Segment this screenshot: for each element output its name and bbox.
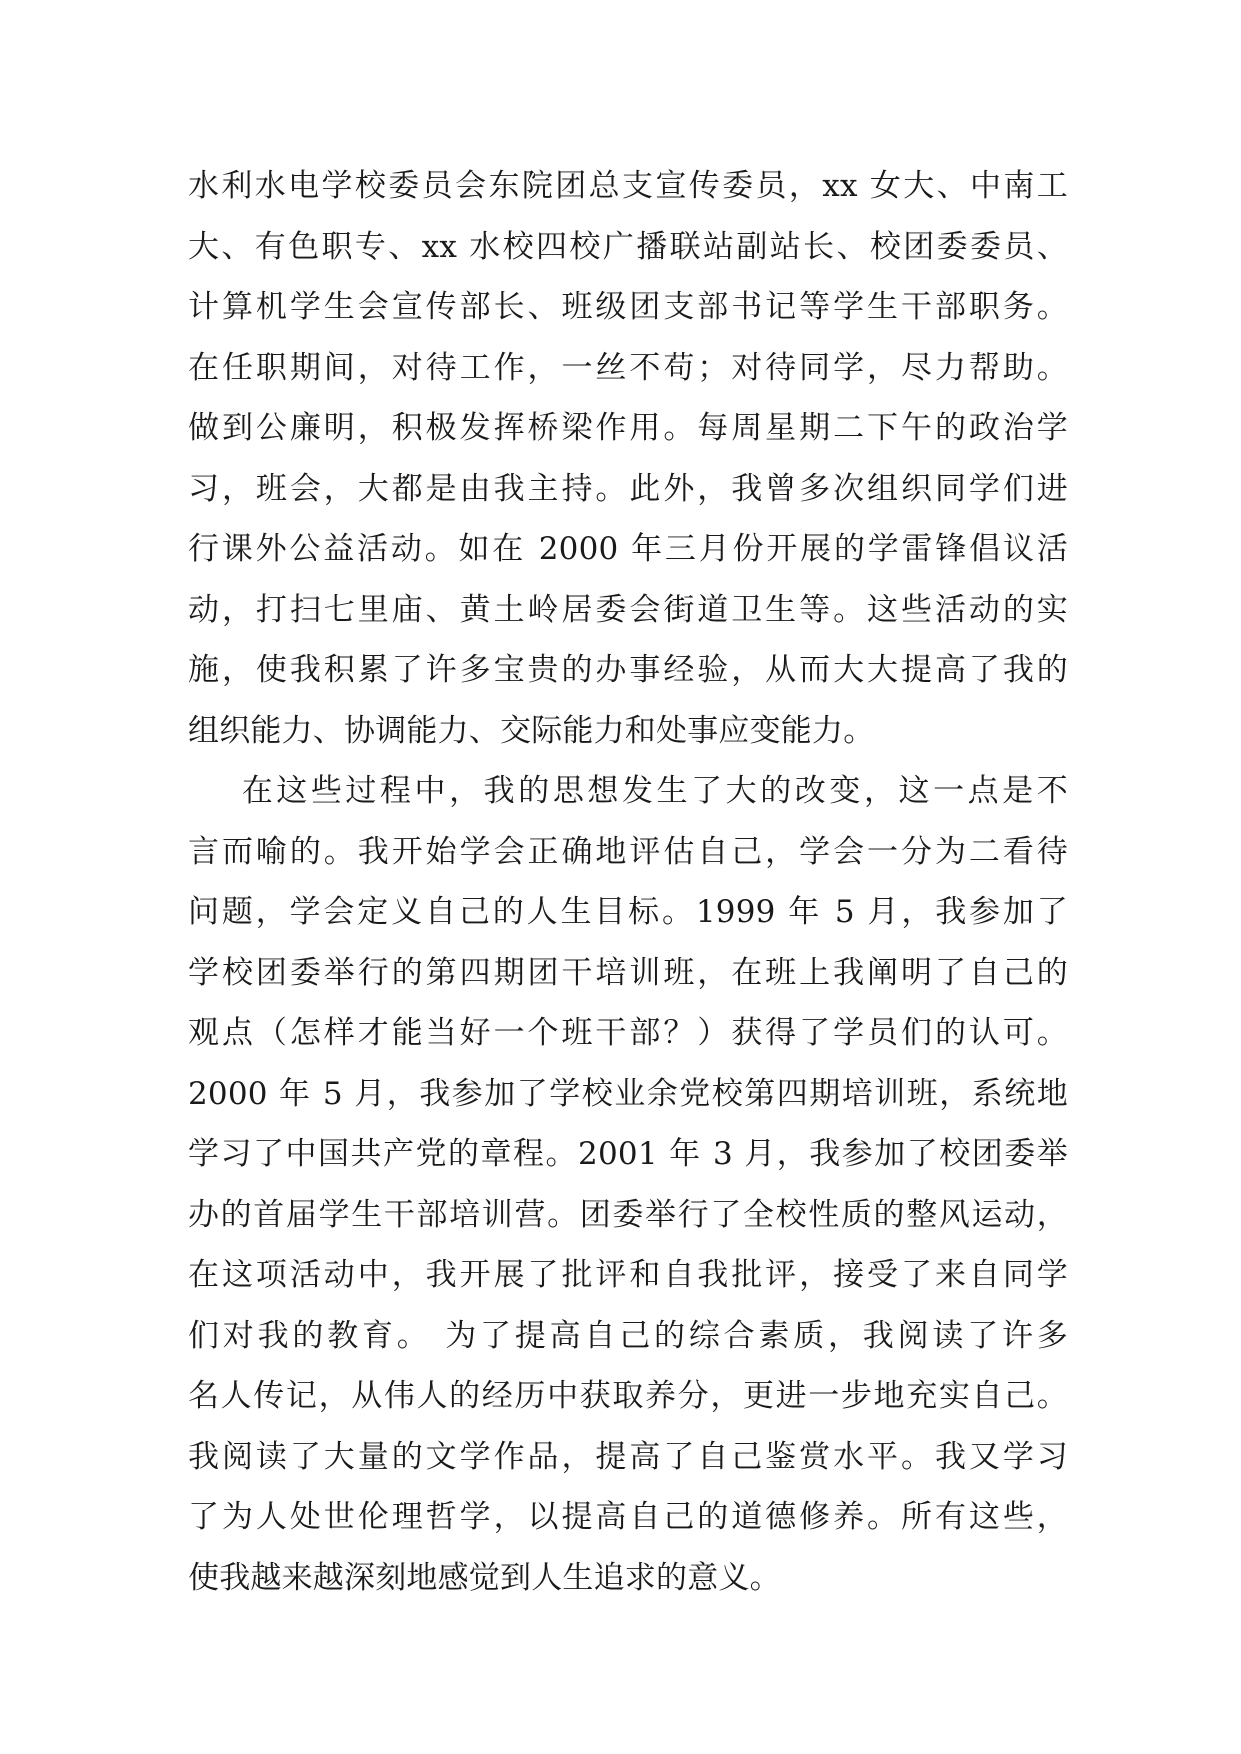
text-line: 在任职期间，对待工作，一丝不苟；对待同学，尽力帮助。	[188, 349, 1068, 386]
text-line: 大、有色职专、xx 水校四校广播联站副站长、校团委委员、	[188, 228, 1068, 265]
text-line: 在这些过程中，我的思想发生了大的改变，这一点是不	[188, 773, 1068, 809]
text-line: 观点（怎样才能当好一个班干部？）获得了学员们的认可。	[188, 1015, 1068, 1051]
text-line: 问题，学会定义自己的人生目标。1999 年 5 月，我参加了	[188, 894, 1068, 930]
text-line: 动，打扫七里庙、黄土岭居委会街道卫生等。这些活动的实	[188, 591, 1068, 628]
text-line: 学习了中国共产党的章程。2001 年 3 月，我参加了校团委举	[188, 1136, 1068, 1172]
text-line: 计算机学生会宣传部长、班级团支部书记等学生干部职务。	[188, 289, 1068, 325]
text-line: 2000 年 5 月，我参加了学校业余党校第四期培训班，系统地	[188, 1075, 1068, 1112]
text-line: 学校团委举行的第四期团干培训班，在班上我阐明了自己的	[188, 954, 1068, 991]
text-line: 我阅读了大量的文学作品，提高了自己鉴赏水平。我又学习	[188, 1438, 1068, 1475]
text-line: 了为人处世伦理哲学，以提高自己的道德修养。所有这些，	[188, 1499, 1068, 1535]
text-line: 办的首届学生干部培训营。团委举行了全校性质的整风运动，	[188, 1196, 1068, 1233]
text-line: 名人传记，从伟人的经历中获取养分，更进一步地充实自己。	[188, 1378, 1068, 1414]
text-line: 施，使我积累了许多宝贵的办事经验，从而大大提高了我的	[188, 652, 1068, 688]
text-line: 行课外公益活动。如在 2000 年三月份开展的学雷锋倡议活	[188, 531, 1068, 567]
text-line: 做到公廉明，积极发挥桥梁作用。每周星期二下午的政治学	[188, 410, 1068, 446]
text-line: 在这项活动中，我开展了批评和自我批评，接受了来自同学	[188, 1257, 1068, 1293]
text-line: 习，班会，大都是由我主持。此外，我曾多次组织同学们进	[188, 470, 1068, 507]
text-line: 们对我的教育。 为了提高自己的综合素质，我阅读了许多	[188, 1317, 1068, 1354]
body-text	[188, 156, 1068, 1608]
text-line: 言而喻的。我开始学会正确地评估自己，学会一分为二看待	[188, 833, 1068, 870]
text-line: 使我越来越深刻地感觉到人生追求的意义。	[188, 1559, 781, 1596]
text-line: 组织能力、协调能力、交际能力和处事应变能力。	[188, 712, 875, 749]
text-line: 水利水电学校委员会东院团总支宣传委员，xx 女大、中南工	[188, 168, 1068, 204]
